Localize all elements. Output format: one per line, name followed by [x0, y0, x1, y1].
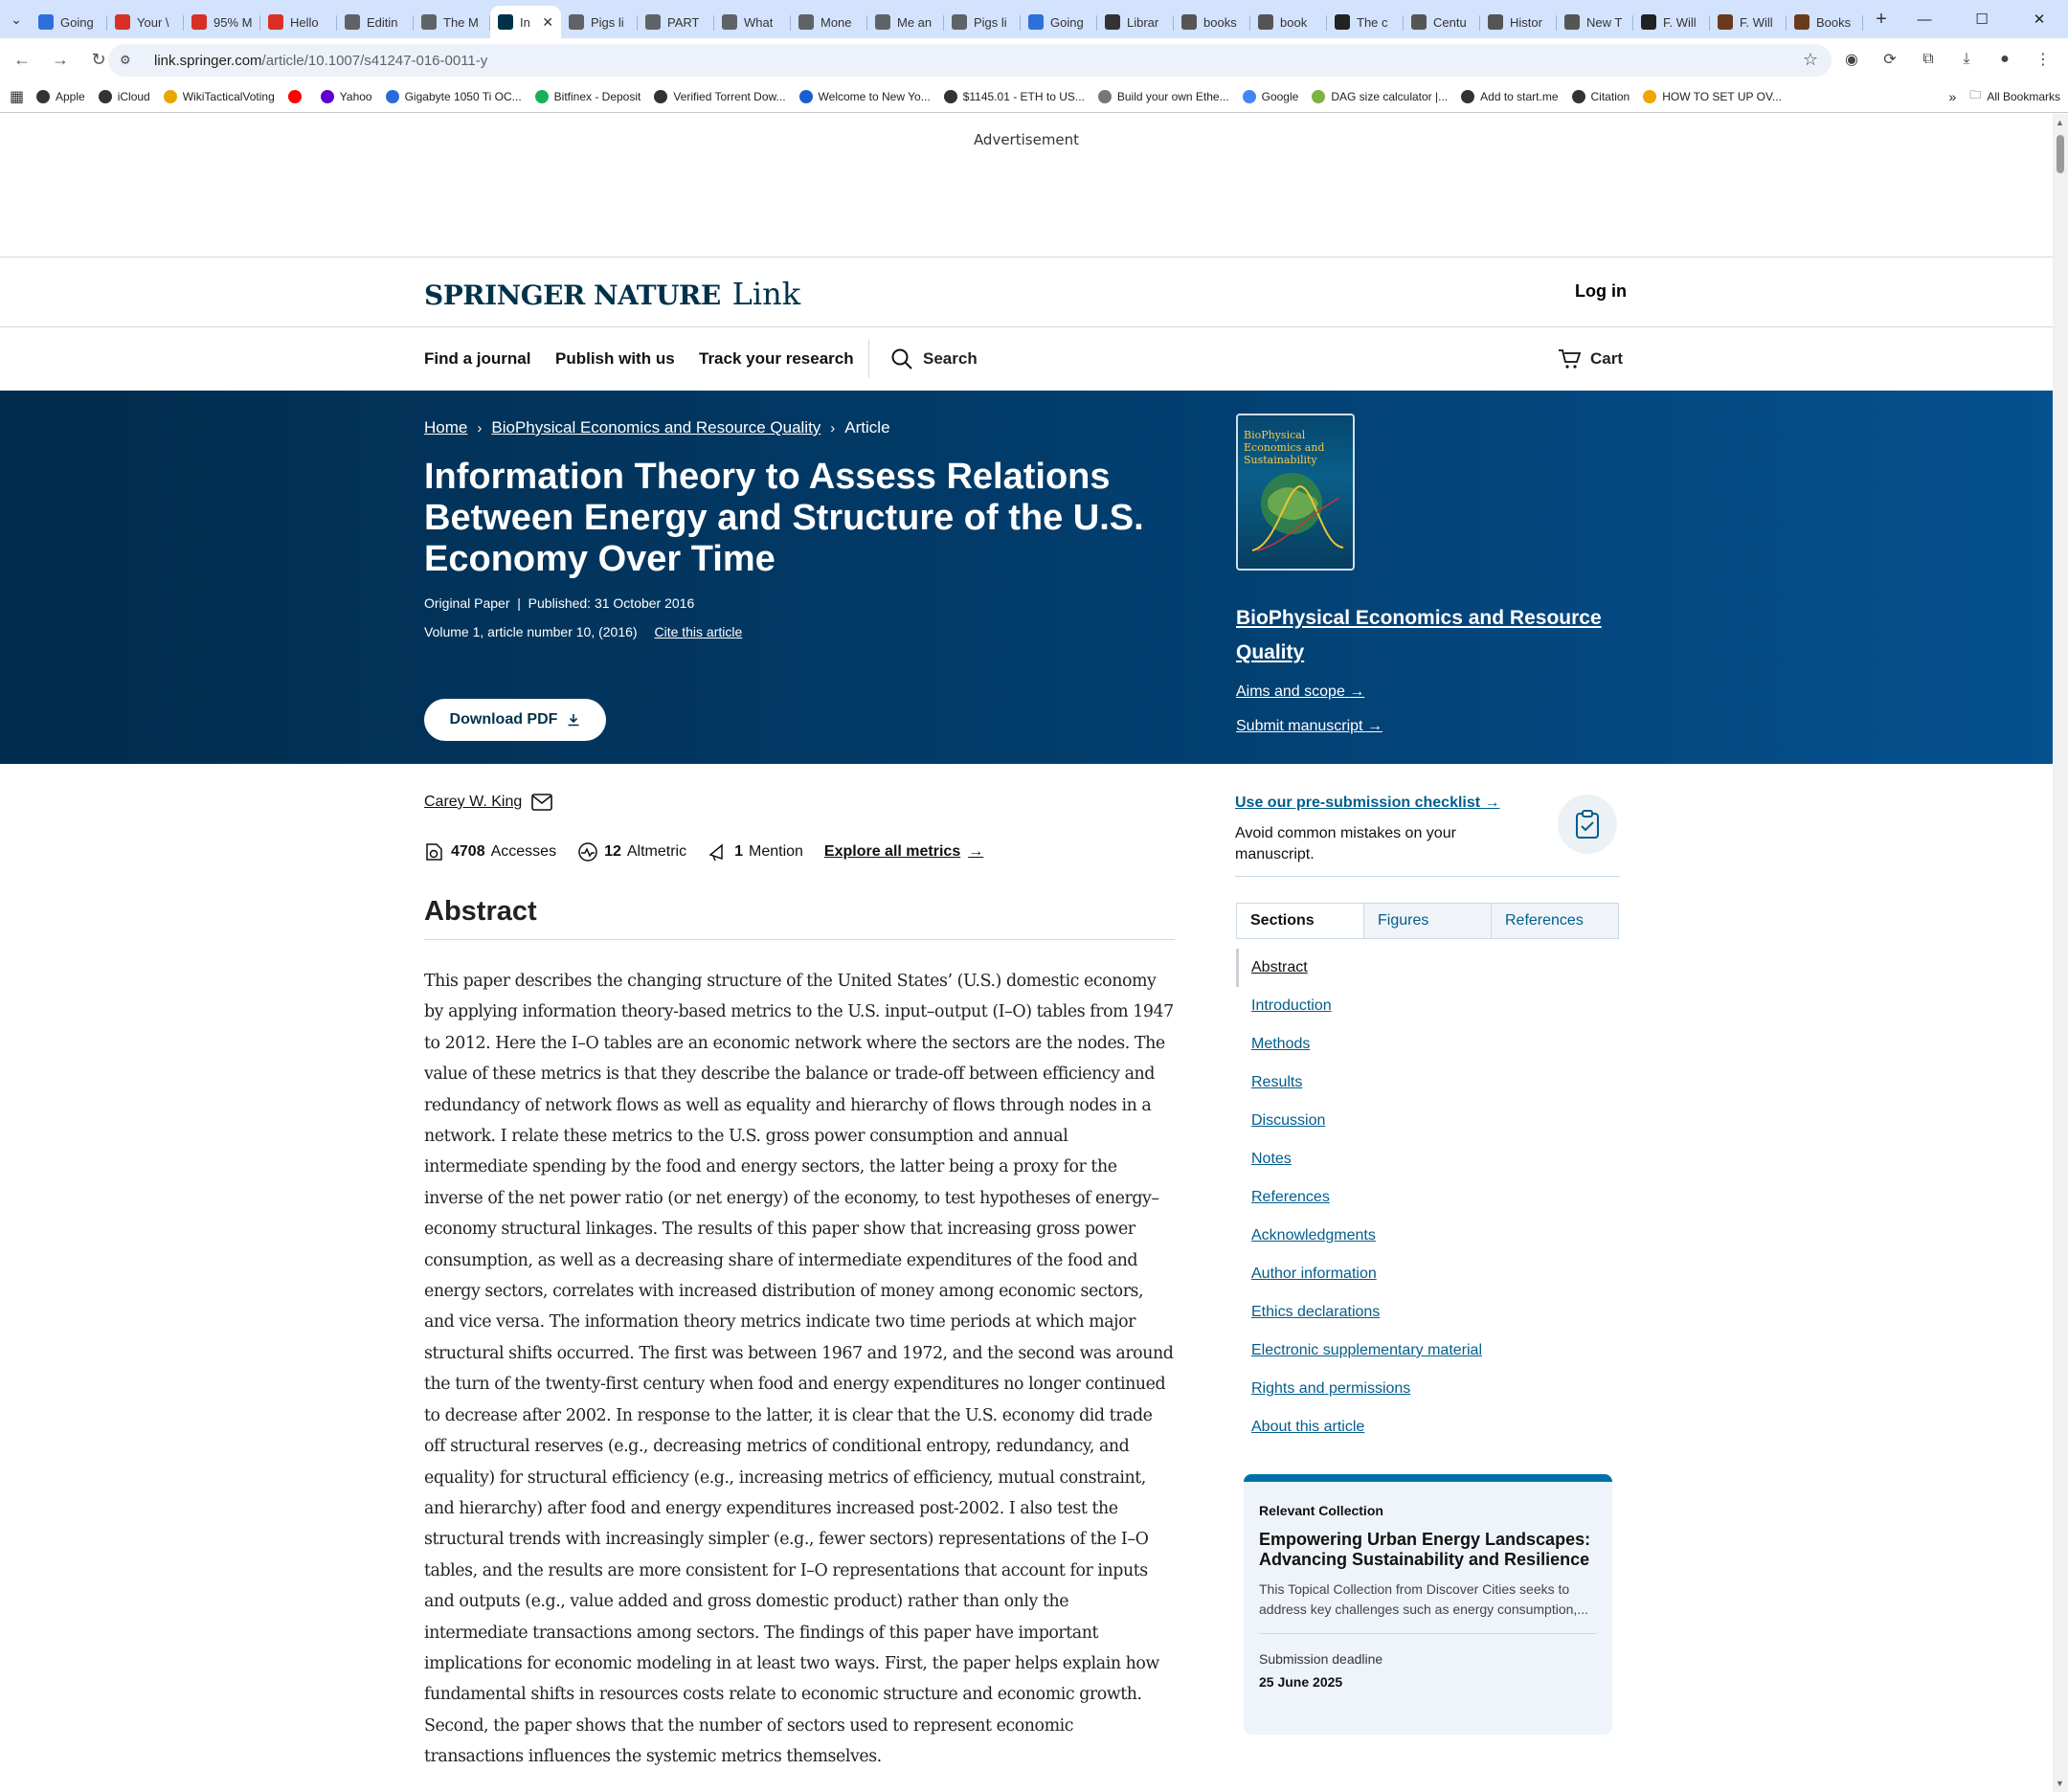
reload-icon: ↻: [91, 49, 106, 69]
bookmark-favicon-icon: [1461, 90, 1474, 103]
collection-deadline: 25 June 2025: [1259, 1674, 1343, 1690]
browser-tab[interactable]: [1174, 6, 1250, 38]
minimize-icon: —: [1917, 11, 1932, 28]
browser-tab[interactable]: [638, 6, 714, 38]
section-link[interactable]: Abstract: [1236, 949, 1619, 987]
accesses-metric: [424, 841, 556, 862]
page-icon: [345, 14, 360, 30]
tab-title: book: [1280, 14, 1308, 30]
bookmark-favicon-icon: [1572, 90, 1585, 103]
browser-tab[interactable]: [337, 6, 414, 38]
browser-tab[interactable]: [791, 6, 867, 38]
toolbar-actions: [1836, 44, 2058, 75]
bookmark-favicon-icon: [99, 90, 112, 103]
accesses-label: Accesses: [490, 843, 557, 860]
bookmark-label: iCloud: [117, 89, 150, 103]
close-tab-icon[interactable]: ✕: [542, 13, 553, 30]
arrow-right-icon: →: [1484, 795, 1500, 811]
download-pdf-label: Download PDF: [449, 711, 558, 728]
checklist-text: Avoid common mistakes on your manuscript.: [1235, 825, 1456, 862]
url-host: link.springer.com: [154, 52, 262, 69]
scroll-down-icon[interactable]: ▼: [2056, 1779, 2064, 1788]
abstract-text: This paper describes the changing structure of the United States’ (U.S.) domestic economy by applying information theory-based metrics to the U.S. input–output (I–O) tables from 1947 to 2012. Here the I–O tables are an economic network where the sectors are the nodes. The value of these metrics is that they describe the balance or trade-off between efficiency and redundancy of network flows as well as equality and hierarchy of flows through nodes in a network. I relate these metrics to the U.S. gross power consumption and annual intermediate spending by the food and energy sectors, the latter being a proxy for the inverse of the net power ratio (or net energy) of the economy, to test hypotheses of energy–economy structural linkages. The results of this paper show that increasing gross power consumption, as well as a decreasing share of intermediate expenditures of the food and energy sectors, correlates with increased distribution of money among economic sectors, and vice versa. The information theory metrics indicate two time periods at which major structural shifts occurred. The first was between 1967 and 1972, and the second was around the turn of the twenty-first century when food and energy expenditures no longer continued to decrease after 2002. In response to the latter, it is clear that the U.S. economy did trade off structural reserves (e.g., decreasing metrics of conditional entropy, redundancy, and equality) for structural efficiency (e.g., increasing metrics of efficiency, mutual constraint, and hierarchy) after food and energy expenditures increased post-2002. I also test the structural trends with increasingly simpler (e.g., fewer sectors) representations of the I–O tables, and the results are more consistent for I–O representations that account for inputs and outputs (e.g., value added and gross domestic product) rather than only the intermediate transactions among sectors. The findings of this paper have important implications for economic modeling in at least two ways. First, the paper helps explain how fundamental shifts in resources costs relate to economic structure and economic growth. Second, the paper shows that the number of sectors used to represent economic transactions influences the systemic metrics themselves.: [424, 972, 1174, 1767]
bookmark-label: Bitfinex - Deposit: [553, 89, 641, 103]
submit-manuscript-link[interactable]: [1236, 718, 1382, 735]
bookmark-item[interactable]: [99, 90, 150, 103]
submit-label: Submit manuscript: [1236, 718, 1363, 734]
mention-metric: [708, 841, 803, 862]
section-link[interactable]: Electronic supplementary material: [1251, 1342, 1482, 1358]
all-bookmarks-button[interactable]: [1969, 86, 2060, 106]
tab-title: PART: [667, 14, 700, 30]
aims-and-scope-link[interactable]: [1236, 683, 1364, 701]
browser-tab[interactable]: [31, 6, 107, 38]
arrow-left-icon: ←: [13, 49, 31, 69]
bookmark-favicon-icon: [288, 90, 302, 103]
back-button[interactable]: [6, 43, 38, 76]
search-icon: [890, 347, 913, 370]
advertisement-label: Advertisement: [973, 131, 1080, 148]
collection-label: Relevant Collection: [1259, 1503, 1383, 1518]
url-path: /article/10.1007/s41247-016-0011-y: [261, 52, 488, 69]
megaphone-icon: [708, 841, 729, 862]
window-controls: [1896, 0, 2068, 38]
login-link[interactable]: Log in: [1575, 281, 1627, 301]
forward-button[interactable]: [44, 43, 77, 76]
bookmark-label: Add to start.me: [1480, 89, 1559, 103]
address-bar[interactable]: [108, 44, 1832, 77]
globe-icon: [1258, 14, 1273, 30]
bookmark-item[interactable]: [654, 90, 785, 103]
globe-icon: [1411, 14, 1427, 30]
bookmark-favicon-icon: [654, 90, 667, 103]
tab-title: Pigs li: [591, 14, 624, 30]
bookmark-favicon-icon: [799, 90, 813, 103]
gmail-icon: [191, 14, 207, 30]
bookmark-favicon-icon: [321, 90, 334, 103]
tab-title: The c: [1357, 14, 1388, 30]
bookmark-label: Citation: [1590, 89, 1630, 103]
nav-search-label: Search: [923, 349, 978, 368]
bookmark-item[interactable]: [1243, 90, 1299, 103]
section-link[interactable]: Ethics declarations: [1251, 1304, 1381, 1320]
bookmark-label: Welcome to New Yo...: [818, 89, 931, 103]
page-viewport: [0, 114, 2053, 1792]
tab-title: Histor: [1510, 14, 1542, 30]
section-link[interactable]: Rights and permissions: [1251, 1380, 1411, 1397]
more-menu-icon[interactable]: ⋮: [2035, 52, 2051, 68]
browser-tab[interactable]: [1404, 6, 1480, 38]
logo-link-word: Link: [731, 276, 801, 312]
bookmark-item[interactable]: [1098, 90, 1229, 103]
bookmark-favicon-icon: [36, 90, 50, 103]
bookmark-favicon-icon: [1312, 90, 1325, 103]
tab-title: Hello: [290, 14, 319, 30]
close-icon: ✕: [2033, 11, 2046, 28]
tab-title: F. Will: [1740, 14, 1773, 30]
browser-tab[interactable]: [1327, 6, 1404, 38]
browser-tab[interactable]: [1021, 6, 1097, 38]
altmetric-label: Altmetric: [626, 843, 687, 860]
bookmark-item[interactable]: [164, 90, 275, 103]
abstract-heading: Abstract: [424, 896, 1175, 940]
download-icon: [567, 713, 580, 727]
chevron-right-icon: ›: [830, 419, 836, 437]
mention-value: 1: [734, 843, 743, 860]
cart-icon: [1558, 347, 1581, 370]
nav-cart-label: Cart: [1590, 349, 1624, 368]
tab-search-button[interactable]: [2, 5, 31, 34]
pre-submission-checklist: [1235, 789, 1620, 877]
explore-metrics-link[interactable]: [824, 843, 983, 861]
cover-title: BioPhysical Economics and Sustainability: [1244, 429, 1325, 466]
page-icon: [421, 14, 437, 30]
browser-tab[interactable]: [1557, 6, 1633, 38]
bookmark-item[interactable]: [321, 90, 372, 103]
altmetric-value: 12: [604, 843, 621, 860]
all-bookmarks-label: All Bookmarks: [1987, 89, 2060, 103]
globe-graphic: [1248, 459, 1347, 559]
browser-tab[interactable]: [414, 6, 490, 38]
section-link[interactable]: Notes: [1251, 1151, 1292, 1167]
arrow-right-icon: →: [52, 49, 69, 69]
new-tab-button[interactable]: [1867, 9, 1896, 31]
breadcrumb: [424, 418, 890, 437]
browser-tab[interactable]: [1480, 6, 1557, 38]
arrow-right-icon: →: [1349, 683, 1365, 700]
bookmark-item[interactable]: [1312, 90, 1448, 103]
workflow-icon: [38, 14, 54, 30]
collection-divider: [1259, 1633, 1597, 1634]
bookmark-item[interactable]: [1643, 90, 1782, 103]
scroll-up-icon[interactable]: ▲: [2056, 118, 2064, 127]
page-icon: [722, 14, 737, 30]
clipboard-check-icon: [1558, 795, 1617, 854]
extension-circle-icon[interactable]: ◉: [1845, 52, 1858, 68]
tab-title: Going: [1050, 14, 1084, 30]
journal-cover-image[interactable]: [1236, 414, 1355, 571]
article-volume-line: [424, 624, 742, 639]
bookmark-item[interactable]: [288, 90, 307, 103]
page-icon: [875, 14, 890, 30]
tab-title: New T: [1586, 14, 1623, 30]
tab-title: Librar: [1127, 14, 1159, 30]
bookmark-favicon-icon: [1098, 90, 1112, 103]
tab-title: Your \: [137, 14, 169, 30]
bookmark-star-icon[interactable]: ☆: [1802, 50, 1818, 69]
browser-tab[interactable]: [1787, 6, 1863, 38]
breadcrumb-home[interactable]: Home: [424, 418, 468, 437]
extensions-puzzle-icon[interactable]: ⧉: [1922, 51, 1934, 67]
bookmark-item[interactable]: [1461, 90, 1558, 103]
bookmark-label: Verified Torrent Dow...: [673, 89, 786, 103]
collection-description: This Topical Collection from Discover Cities seeks to address key challenges such as energy consumption,...: [1259, 1581, 1588, 1617]
section-link[interactable]: Results: [1251, 1074, 1303, 1090]
bookmark-item[interactable]: [799, 90, 931, 103]
browser-tab[interactable]: [184, 6, 260, 38]
section-link[interactable]: Author information: [1251, 1266, 1377, 1282]
collection-title[interactable]: Empowering Urban Energy Landscapes: Advancing Sustainability and Resilience: [1259, 1530, 1591, 1569]
tab-title: Editin: [367, 14, 398, 30]
scrollbar-thumb[interactable]: [2057, 135, 2064, 173]
browser-tab[interactable]: [944, 6, 1021, 38]
section-link[interactable]: Acknowledgments: [1251, 1227, 1376, 1243]
tab-title: Me an: [897, 14, 933, 30]
page-icon: [645, 14, 661, 30]
author-line: [424, 794, 552, 811]
accesses-value: 4708: [451, 843, 485, 860]
site-info-icon[interactable]: ⚙: [120, 53, 131, 67]
gmail-icon: [115, 14, 130, 30]
page-scrollbar[interactable]: [2053, 114, 2068, 1792]
springer-icon: [498, 14, 513, 30]
bookmark-label: Google: [1261, 89, 1299, 103]
collection-deadline-label: Submission deadline: [1259, 1651, 1383, 1667]
maximize-icon: ☐: [1975, 11, 1989, 28]
checklist-link-label: Use our pre-submission checklist: [1235, 795, 1481, 811]
bookmark-label: Gigabyte 1050 Ti OC...: [404, 89, 522, 103]
springer-nature-link-logo[interactable]: [424, 276, 800, 312]
tab-figures[interactable]: Figures: [1363, 904, 1491, 938]
tab-title: F. Will: [1663, 14, 1697, 30]
close-window-button[interactable]: [2011, 0, 2068, 38]
bookmark-item[interactable]: [944, 90, 1085, 103]
arrow-right-icon: →: [1366, 718, 1382, 734]
download-icon[interactable]: ⤓: [1963, 51, 1970, 67]
bookmark-favicon-icon: [164, 90, 177, 103]
page-icon: [798, 14, 814, 30]
bookmark-label: HOW TO SET UP OV...: [1662, 89, 1782, 103]
bookmark-label: Yahoo: [339, 89, 372, 103]
bookmark-list: [36, 90, 1795, 103]
tab-title: In: [520, 14, 530, 30]
cite-article-link[interactable]: Cite this article: [654, 624, 743, 639]
bookmarks-overflow-icon[interactable]: »: [1948, 88, 1957, 104]
explore-metrics-label: Explore all metrics: [823, 843, 961, 860]
bookmark-item[interactable]: [36, 90, 85, 103]
gmail-icon: [268, 14, 283, 30]
tab-title: Pigs li: [974, 14, 1007, 30]
bookmark-label: DAG size calculator |...: [1331, 89, 1449, 103]
relevant-collection-card[interactable]: [1244, 1474, 1612, 1735]
browser-tab[interactable]: [714, 6, 791, 38]
section-link[interactable]: About this article: [1251, 1419, 1365, 1435]
bookmark-label: Build your own Ethe...: [1116, 89, 1229, 103]
tab-title: Centu: [1433, 14, 1467, 30]
article-title: Information Theory to Assess Relations Between Energy and Structure of the U.S. Economy Over Time: [424, 457, 1144, 579]
browser-tab[interactable]: [490, 6, 561, 38]
site-header: [0, 258, 2053, 327]
browser-tab[interactable]: [867, 6, 944, 38]
history-icon: [1488, 14, 1503, 30]
arrow-right-icon: →: [968, 843, 984, 860]
library-icon: [1105, 14, 1120, 30]
tab-title: What: [744, 14, 774, 30]
browser-tab[interactable]: [1097, 6, 1174, 38]
book-icon: [1794, 14, 1810, 30]
breadcrumb-current: Article: [844, 418, 890, 437]
section-link[interactable]: References: [1251, 1189, 1330, 1205]
bookmark-item[interactable]: [1572, 90, 1630, 103]
bookmark-item[interactable]: [535, 90, 641, 103]
minimize-button[interactable]: [1896, 0, 1953, 38]
aims-label: Aims and scope: [1236, 683, 1345, 700]
profile-avatar[interactable]: ●: [2000, 51, 2010, 67]
tab-sections[interactable]: Sections: [1237, 904, 1363, 938]
film-icon: [1335, 14, 1350, 30]
globe-icon: [1181, 14, 1197, 30]
bookmark-item[interactable]: [386, 90, 522, 103]
section-link[interactable]: Methods: [1251, 1036, 1311, 1052]
nav-cart-button[interactable]: [1558, 347, 1623, 370]
page-icon: [569, 14, 584, 30]
article-type-and-date: Original Paper | Published: 31 October 2016: [424, 595, 695, 611]
tab-title: The M: [443, 14, 479, 30]
apps-grid-icon[interactable]: ▦: [10, 88, 25, 105]
tab-references[interactable]: References: [1491, 904, 1618, 938]
bookmark-favicon-icon: [1243, 90, 1256, 103]
browser-tab[interactable]: [260, 6, 337, 38]
mention-label: Mention: [749, 843, 803, 860]
browser-toolbar: [0, 38, 2068, 80]
globe-icon: [1564, 14, 1580, 30]
nav-divider: [868, 340, 869, 378]
browser-tab[interactable]: [1710, 6, 1787, 38]
browser-tab[interactable]: [561, 6, 638, 38]
section-link[interactable]: Introduction: [1251, 997, 1332, 1014]
bookmark-favicon-icon: [386, 90, 399, 103]
journal-name-link[interactable]: BioPhysical Economics and Resource Quality: [1236, 607, 1602, 663]
tab-title: 95% M: [214, 14, 253, 30]
tab-title: Books: [1816, 14, 1852, 30]
article-metrics: [424, 841, 983, 862]
section-tabs: [1236, 903, 1619, 939]
maximize-button[interactable]: [1953, 0, 2011, 38]
nav-publish[interactable]: Publish with us: [555, 349, 675, 368]
browser-tab[interactable]: [1633, 6, 1710, 38]
bookmark-label: WikiTacticalVoting: [182, 89, 275, 103]
checklist-link[interactable]: [1235, 795, 1500, 812]
bookmark-label: Apple: [56, 89, 85, 103]
chevron-down-icon: ⌄: [11, 11, 22, 27]
browser-tab-strip: [0, 0, 2068, 38]
email-icon[interactable]: [531, 794, 552, 811]
article-volume: Volume 1, article number 10, (2016): [424, 624, 638, 639]
download-pdf-button[interactable]: [424, 699, 606, 741]
extension-sync-icon[interactable]: ⟳: [1883, 52, 1897, 68]
altmetric-icon: [577, 841, 598, 862]
tab-title: Going: [60, 14, 94, 30]
wikipedia-icon: [1641, 14, 1656, 30]
bookmark-favicon-icon: [535, 90, 549, 103]
workflow-icon: [1028, 14, 1044, 30]
tab-title: Mone: [820, 14, 852, 30]
nav-find-journal[interactable]: Find a journal: [424, 349, 531, 368]
bookmark-favicon-icon: [1643, 90, 1656, 103]
nav-track-research[interactable]: Track your research: [699, 349, 854, 368]
folder-icon: 🗀: [1969, 88, 1982, 101]
accesses-icon: [424, 841, 445, 862]
browser-tab[interactable]: [107, 6, 184, 38]
author-name-link[interactable]: Carey W. King: [424, 794, 523, 810]
bookmark-favicon-icon: [944, 90, 957, 103]
tab-title: books: [1203, 14, 1237, 30]
section-navigation: [1236, 949, 1619, 1446]
plus-icon: +: [1876, 8, 1887, 30]
altmetric-metric: [577, 841, 686, 862]
article-hero: [0, 391, 2053, 764]
bookmark-label: $1145.01 - ETH to US...: [962, 89, 1085, 103]
logo-brand: SPRINGER NATURE: [424, 280, 721, 311]
section-link[interactable]: Discussion: [1251, 1112, 1326, 1129]
bookmarks-bar: [0, 80, 2068, 113]
site-nav: [0, 328, 2053, 391]
tab-list: [31, 0, 1867, 38]
book-icon: [1718, 14, 1733, 30]
page-icon: [952, 14, 967, 30]
breadcrumb-journal[interactable]: BioPhysical Economics and Resource Quality: [491, 418, 821, 437]
nav-search-button[interactable]: [890, 347, 978, 370]
advertisement-slot: [0, 114, 2053, 258]
chevron-right-icon: ›: [477, 419, 483, 437]
browser-tab[interactable]: [1250, 6, 1327, 38]
